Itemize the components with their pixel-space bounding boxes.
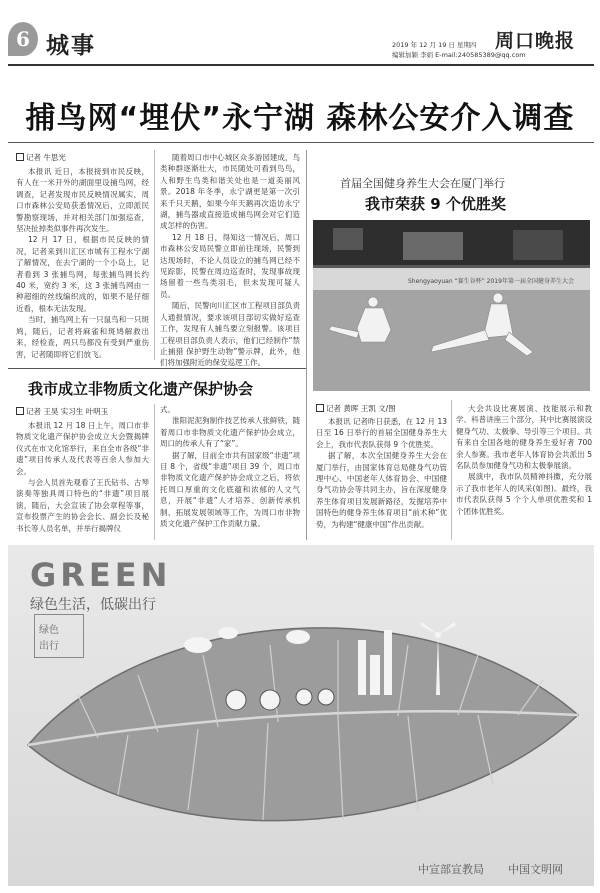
issue-date: 2019 年 12 月 19 日 星期四 [392,41,477,49]
paragraph: 12 月 18 日，得知这一情况后，周口市森林公安局民警立即前往现场，民警到达现场时，不论人员设立的捕鸟网已经不见踪影，民警在周边巡查时，发现事故现场留着一些鸟类羽毛，但未发现可疑人员。 [160,232,300,299]
paragraph: 式。 [160,405,175,414]
paragraph: 随后，民警向川汇区市工程项目部负责人通报情况，要求该项目部切实做好巡查工作，发现有人捕鸟要立刻报警。该项目工程项目部负责人表示，他们已经制作“禁止捕猎 保护野生动物”警示牌，此外，他们将加强附近的保安巡逻工作。 [160,301,300,368]
ad-credit-propaganda-dept: 中宣部宣教局 [418,863,484,876]
section-title: 城事 [46,32,96,59]
tai-chi-photo [313,220,590,391]
paragraph: 随着周口市中心城区众多游园建成，鸟类种群逐渐壮大，市民随处可看到鸟鸟，人和野生鸟类和谐关处也是一道美丽风景。2018 年冬季，永宁湖更是第一次引来千只天鹅，如果今年天鹅再次造访永宁湖，捕鸟器或直接造成捕鸟网会对它们造成怎样的伤害。 [160,153,300,231]
photo-banner-text: Shengyaoyuan “赛生谷杯” 2019年第一届全国健身养生大会 [408,278,574,285]
photo-scene-svg [313,220,590,391]
paragraph: 与会人员首先观看了王氏钻书、古琴演奏等独具周口特色的“非遗”项目展演，随后，大会宣读了协会章程等事，宣布投票产生的协会会长、副会长及秘书长等人员名单，并举行揭牌仪 [16,478,149,533]
sports-headline: 我市荣获 9 个优胜奖 [365,195,506,213]
seal-text: 绿色 [39,625,59,636]
paragraph: 大会共设比赛展演、技能展示和教学、科普讲座三个部分，其中比赛展演设健身气功、太极拳、导引等三个项目。共有来自全国各地的健身养生爱好者 700 余人参赛。我市老年人体育协会共派出 5 名队员参加健身气功和太极拳展演。 [456,404,592,471]
main-story-column-1 [16,166,149,360]
paragraph: 展演中，我市队员精神抖擞，充分展示了我市老年人的风采(如图)。最终，我市代表队获得 5 个个人单项优胜奖和 1 个团体优胜奖。 [456,472,592,516]
heritage-story-column-2 [160,404,300,540]
ad-green-word: GREEN [30,556,172,594]
paragraph: 淮阳泥泥狗制作技艺传承人张鲜铁，随着周口市非物质文化遗产保护协会成立，周口的传承人有了“家”。 [160,416,300,449]
column-divider [451,400,452,540]
paragraph: 当时，捕鸟网上有一只鼠鸟和一只斑鸠，随后，记者将麻雀和斑鸠解救出来，经检查，两只鸟都没有受到严重伤害，记者随即将它们放飞。 [16,315,149,359]
headline-rule [8,142,594,143]
sports-kicker: 首届全国健身养生大会在厦门举行 [340,177,505,190]
paragraph: 据了解，本次全国健身养生大会在厦门举行，由国家体育总局健身气功管理中心、中国老年人体育协会、中国健身气功协会等共同主办，旨在深度健身养生体育项目发展新路径，发掘培养中国特色的健身养生体育项目“前术种”优势，为构建“健康中国”作出贡献。 [316,451,447,529]
paragraph: 12 月 17 日，根据市民反映的情况，记者来到川汇区市城有工程水宁湖了解情况，在去宁湖的一个小岛上，记者看到 3 张捕鸟网，每张捕鸟网长约 40 米，宽约 3 米，这 3 张捕鸟网由一种超细的丝线编织成的，如果不是仔细近看，根本无法发现。 [16,235,149,313]
heritage-byline: 记者 王昊 实习生 叶明玉 [16,406,108,417]
main-byline: 记者 牛思光 [16,152,66,163]
paragraph: 据了解，目前全市共有国家级“非遗”项目 8 个，省级“非遗”项目 39 个，周口市非物质文化遗产保护协会成立之后，将依托周口厚重的文化底蕴和浓郁的人文气息，开展“非遗”人才培养、创新传承机制、拓展发展领域等工作，为周口市非物质文化遗产保护工作贡献力量。 [160,450,300,529]
heritage-headline: 我市成立非物质文化遗产保护协会 [28,380,254,398]
seal-text: 出行 [39,641,59,652]
main-story-column-2 [160,152,300,368]
header-rule [8,64,594,66]
sports-story-column-2 [456,403,592,540]
heritage-story-column-1 [16,420,149,540]
paragraph: 本报讯 近日，本报接到市民反映，有人在一米开外的湖面里设捕鸟网，经调查，记者发现市民反映情况属实，周口市森林公安局获悉情况后，立即派民警勘察现场，并对相关部门加强巡查，坚决扯掉类似事件再次发生。 [16,167,149,234]
sports-byline: 记者 黄晖 王凯 文/图 [316,403,396,414]
paragraph: 本报讯 12 月 18 日上午，周口市非物质文化遗产保护协会成立大会暨揭牌仪式在市文化馆举行，来自全市各级“非遗”项目传承人及代表等百余人参加大会。 [16,421,149,476]
ad-slogan: 绿色生活，低碳出行 [30,597,156,613]
paragraph: 本报讯 记者昨日获悉，在 12 月 13 日至 16 日举行的首届全国健身养生大会上，我市代表队获得 9 个优胜奖。 [316,417,447,449]
sports-story-column-1 [316,416,447,540]
ad-credit-civilization-net: 中国文明网 [508,863,563,876]
newspaper-masthead: 周口晚报 [495,30,576,52]
section-rule [8,368,306,369]
section-divider [306,150,307,540]
main-headline: 捕鸟网“埋伏”永宁湖 森林公安介入调查 [25,101,575,136]
ad-seal [34,614,84,658]
column-divider [154,404,155,540]
column-divider [154,150,155,360]
page-number-badge: 6 [8,22,38,56]
editor-contact: 编辑加颖 李娟 E-mail:240585389@qq.com [392,51,526,59]
